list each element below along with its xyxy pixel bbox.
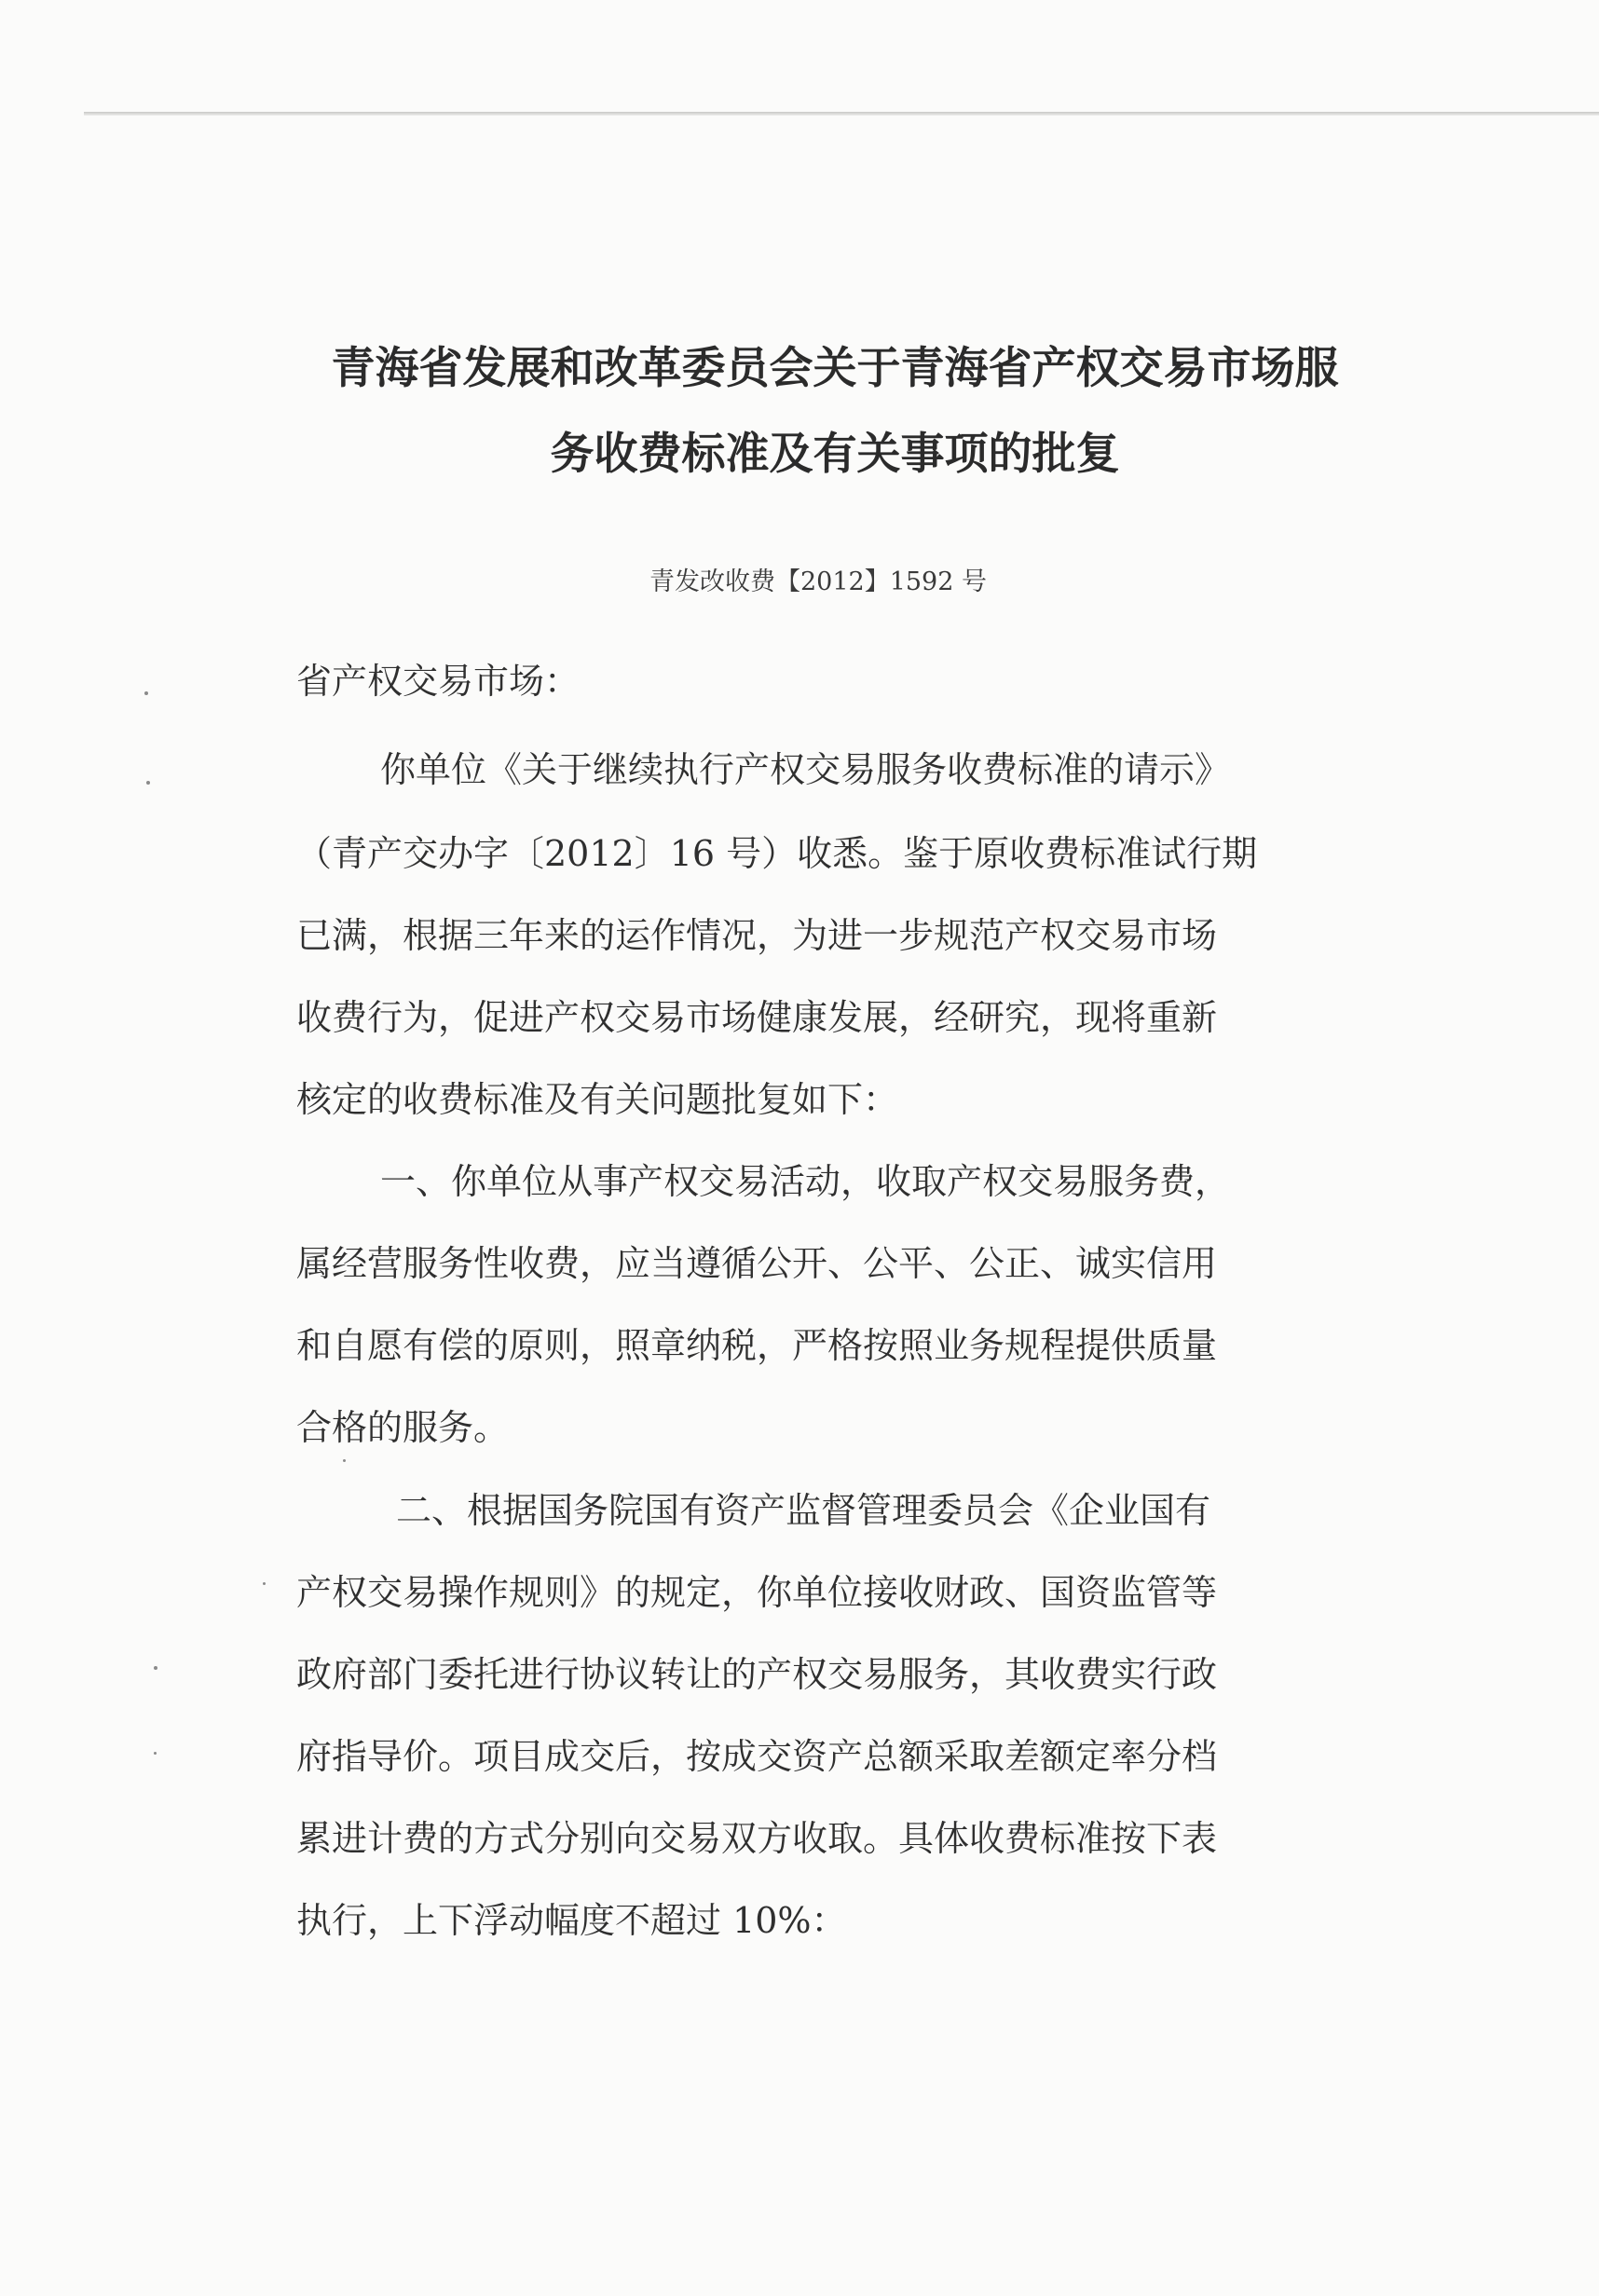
document-number: 青发改收费【2012】1592 号 [649, 567, 987, 596]
paragraph2-line-4: 合格的服务。 [296, 1407, 510, 1448]
document-title-line-2: 务收费标准及有关事项的批复 [550, 429, 1120, 480]
paragraph3-line-5: 累进计费的方式分别向交易双方收取。具体收费标准按下表 [296, 1818, 1218, 1859]
paragraph3-line-6: 执行，上下浮动幅度不超过 10%： [296, 1900, 847, 1941]
document-title-line-1: 青海省发展和改革委员会关于青海省产权交易市场服 [331, 343, 1339, 394]
paragraph1-line-1: 你单位《关于继续执行产权交易服务收费标准的请示》 [380, 749, 1231, 790]
scan-speck [263, 1582, 266, 1585]
salutation: 省产权交易市场： [296, 661, 581, 702]
paragraph2-line-1: 一、你单位从事产权交易活动，收取产权交易服务费， [380, 1161, 1231, 1202]
paragraph3-line-1: 二、根据国务院国有资产监督管理委员会《企业国有 [396, 1490, 1211, 1531]
paragraph2-line-2: 属经营服务性收费，应当遵循公开、公平、公正、诚实信用 [296, 1243, 1218, 1284]
scan-speck [154, 1752, 157, 1755]
paragraph3-line-2: 产权交易操作规则》的规定，你单位接收财政、国资监管等 [296, 1572, 1218, 1613]
paragraph3-line-3: 政府部门委托进行协议转让的产权交易服务，其收费实行政 [296, 1654, 1218, 1695]
scan-speck [343, 1459, 346, 1462]
paragraph3-line-4: 府指导价。项目成交后，按成交资产总额采取差额定率分档 [296, 1736, 1218, 1777]
paragraph1-line-5: 核定的收费标准及有关问题批复如下： [296, 1079, 899, 1120]
scan-speck [154, 1666, 157, 1670]
scan-speck [146, 781, 150, 785]
paragraph1-line-2: （青产交办字〔2012〕16 号）收悉。鉴于原收费标准试行期 [296, 833, 1258, 874]
scan-speck [144, 691, 148, 695]
paragraph2-line-3: 和自愿有偿的原则，照章纳税，严格按照业务规程提供质量 [296, 1325, 1218, 1366]
scan-edge-line [84, 112, 1599, 116]
paragraph1-line-4: 收费行为，促进产权交易市场健康发展，经研究，现将重新 [296, 997, 1218, 1038]
paragraph1-line-3: 已满，根据三年来的运作情况，为进一步规范产权交易市场 [296, 915, 1218, 956]
